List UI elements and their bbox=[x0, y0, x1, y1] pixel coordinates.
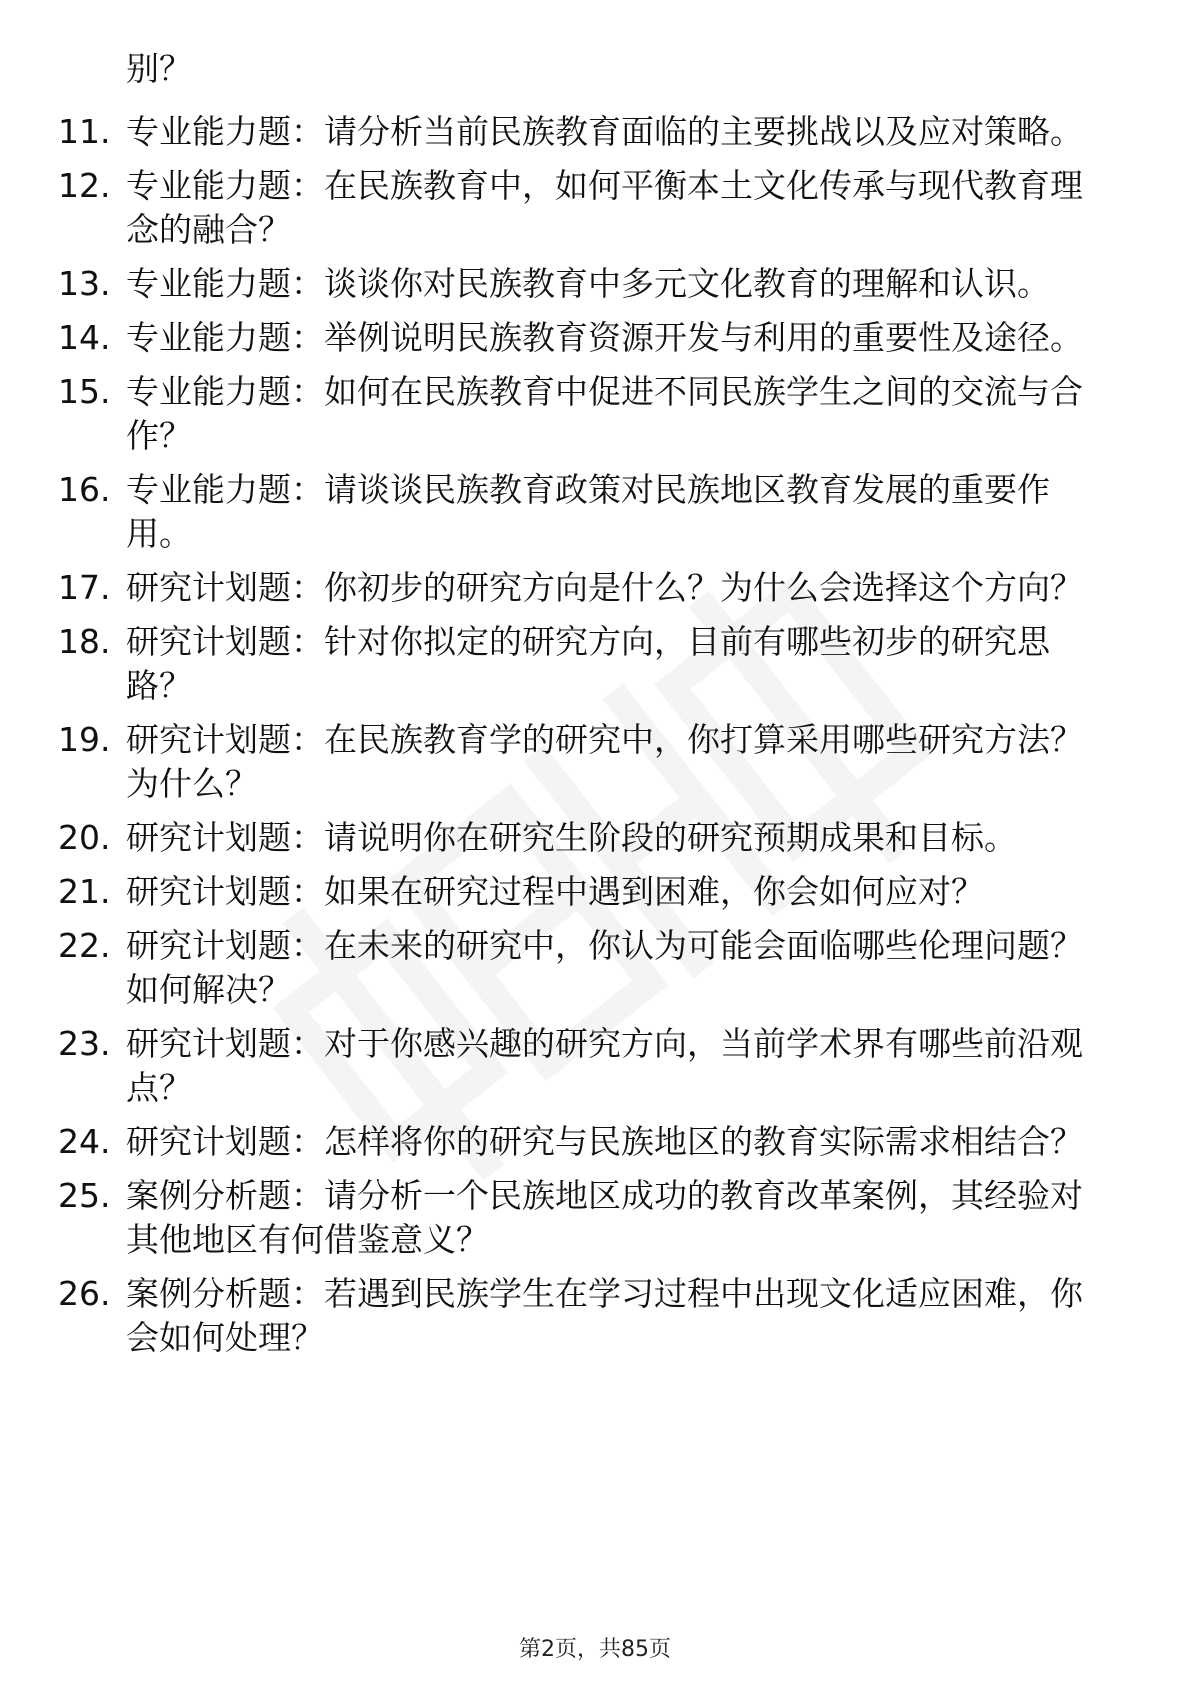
item-text bbox=[126, 1174, 1111, 1262]
list-item bbox=[0, 718, 1190, 806]
item-text bbox=[126, 1272, 1111, 1360]
item-number: 24. bbox=[58, 1122, 111, 1161]
item-text bbox=[126, 1022, 1111, 1110]
list-item bbox=[0, 924, 1190, 1012]
item-question: 请分析一个民族地区成功的教育改革案例，其经验对其他地区有何借鉴意义？ bbox=[126, 1176, 1083, 1259]
list-item bbox=[0, 566, 1190, 610]
page-footer: 第2页，共85页 bbox=[519, 1637, 671, 1662]
item-category: 研究计划题： bbox=[126, 818, 324, 857]
item-text bbox=[126, 816, 1111, 860]
item-text bbox=[126, 316, 1111, 360]
item-category: 案例分析题： bbox=[126, 1176, 324, 1215]
item-question: 若遇到民族学生在学习过程中出现文化适应困难，你会如何处理？ bbox=[126, 1274, 1083, 1357]
question-list bbox=[0, 110, 1190, 1360]
item-question: 怎样将你的研究与民族地区的教育实际需求相结合？ bbox=[324, 1122, 1083, 1161]
list-item bbox=[0, 262, 1190, 306]
item-number: 23. bbox=[58, 1024, 111, 1063]
item-text bbox=[126, 1120, 1111, 1164]
item-number: 17. bbox=[58, 568, 111, 607]
list-item bbox=[0, 1174, 1190, 1262]
item-number: 11. bbox=[58, 112, 111, 151]
item-number: 12. bbox=[58, 166, 111, 205]
continued-text: 别？ bbox=[126, 49, 192, 88]
item-number: 26. bbox=[58, 1274, 111, 1313]
item-question: 请说明你在研究生阶段的研究预期成果和目标。 bbox=[324, 818, 1017, 857]
item-text bbox=[126, 164, 1111, 252]
list-item bbox=[0, 1022, 1190, 1110]
item-category: 研究计划题： bbox=[126, 926, 324, 965]
item-number: 22. bbox=[58, 926, 111, 965]
item-text bbox=[126, 262, 1111, 306]
item-question: 你初步的研究方向是什么？为什么会选择这个方向？ bbox=[324, 568, 1083, 607]
item-question: 请分析当前民族教育面临的主要挑战以及应对策略。 bbox=[324, 112, 1083, 151]
item-text bbox=[126, 110, 1111, 154]
item-number: 19. bbox=[58, 720, 111, 759]
item-number: 15. bbox=[58, 372, 111, 411]
item-number: 25. bbox=[58, 1176, 111, 1215]
list-item bbox=[0, 164, 1190, 252]
item-text bbox=[126, 718, 1111, 806]
item-category: 专业能力题： bbox=[126, 470, 324, 509]
list-item bbox=[0, 110, 1190, 154]
item-question: 谈谈你对民族教育中多元文化教育的理解和认识。 bbox=[324, 264, 1050, 303]
item-question: 举例说明民族教育资源开发与利用的重要性及途径。 bbox=[324, 318, 1083, 357]
item-category: 研究计划题： bbox=[126, 720, 324, 759]
item-category: 专业能力题： bbox=[126, 372, 324, 411]
item-number: 14. bbox=[58, 318, 111, 357]
list-item bbox=[0, 620, 1190, 708]
item-number: 21. bbox=[58, 872, 111, 911]
list-item bbox=[0, 816, 1190, 860]
item-category: 专业能力题： bbox=[126, 318, 324, 357]
item-category: 研究计划题： bbox=[126, 872, 324, 911]
item-text bbox=[126, 620, 1111, 708]
item-category: 研究计划题： bbox=[126, 1024, 324, 1063]
item-question: 在民族教育中，如何平衡本土文化传承与现代教育理念的融合？ bbox=[126, 166, 1083, 249]
item-category: 案例分析题： bbox=[126, 1274, 324, 1313]
item-category: 研究计划题： bbox=[126, 1122, 324, 1161]
list-item bbox=[0, 316, 1190, 360]
list-item bbox=[0, 370, 1190, 458]
item-text bbox=[126, 468, 1111, 556]
item-category: 专业能力题： bbox=[126, 264, 324, 303]
item-question: 请谈谈民族教育政策对民族地区教育发展的重要作用。 bbox=[126, 470, 1050, 553]
list-item bbox=[0, 870, 1190, 914]
list-item bbox=[0, 1272, 1190, 1360]
list-item bbox=[0, 468, 1190, 556]
item-question: 对于你感兴趣的研究方向，当前学术界有哪些前沿观点？ bbox=[126, 1024, 1083, 1107]
item-category: 研究计划题： bbox=[126, 568, 324, 607]
list-item bbox=[0, 1120, 1190, 1164]
item-text bbox=[126, 566, 1111, 610]
item-number: 16. bbox=[58, 470, 111, 509]
item-category: 专业能力题： bbox=[126, 112, 324, 151]
item-category: 专业能力题： bbox=[126, 166, 324, 205]
item-question: 如果在研究过程中遇到困难，你会如何应对？ bbox=[324, 872, 984, 911]
item-question: 如何在民族教育中促进不同民族学生之间的交流与合作？ bbox=[126, 372, 1083, 455]
item-text bbox=[126, 924, 1111, 1012]
item-number: 18. bbox=[58, 622, 111, 661]
item-question: 在民族教育学的研究中，你打算采用哪些研究方法？为什么？ bbox=[126, 720, 1083, 803]
item-text bbox=[126, 370, 1111, 458]
item-question: 在未来的研究中，你认为可能会面临哪些伦理问题？如何解决？ bbox=[126, 926, 1083, 1009]
item-number: 13. bbox=[58, 264, 111, 303]
item-category: 研究计划题： bbox=[126, 622, 324, 661]
item-question: 针对你拟定的研究方向，目前有哪些初步的研究思路？ bbox=[126, 622, 1050, 705]
item-number: 20. bbox=[58, 818, 111, 857]
item-text bbox=[126, 870, 1111, 914]
